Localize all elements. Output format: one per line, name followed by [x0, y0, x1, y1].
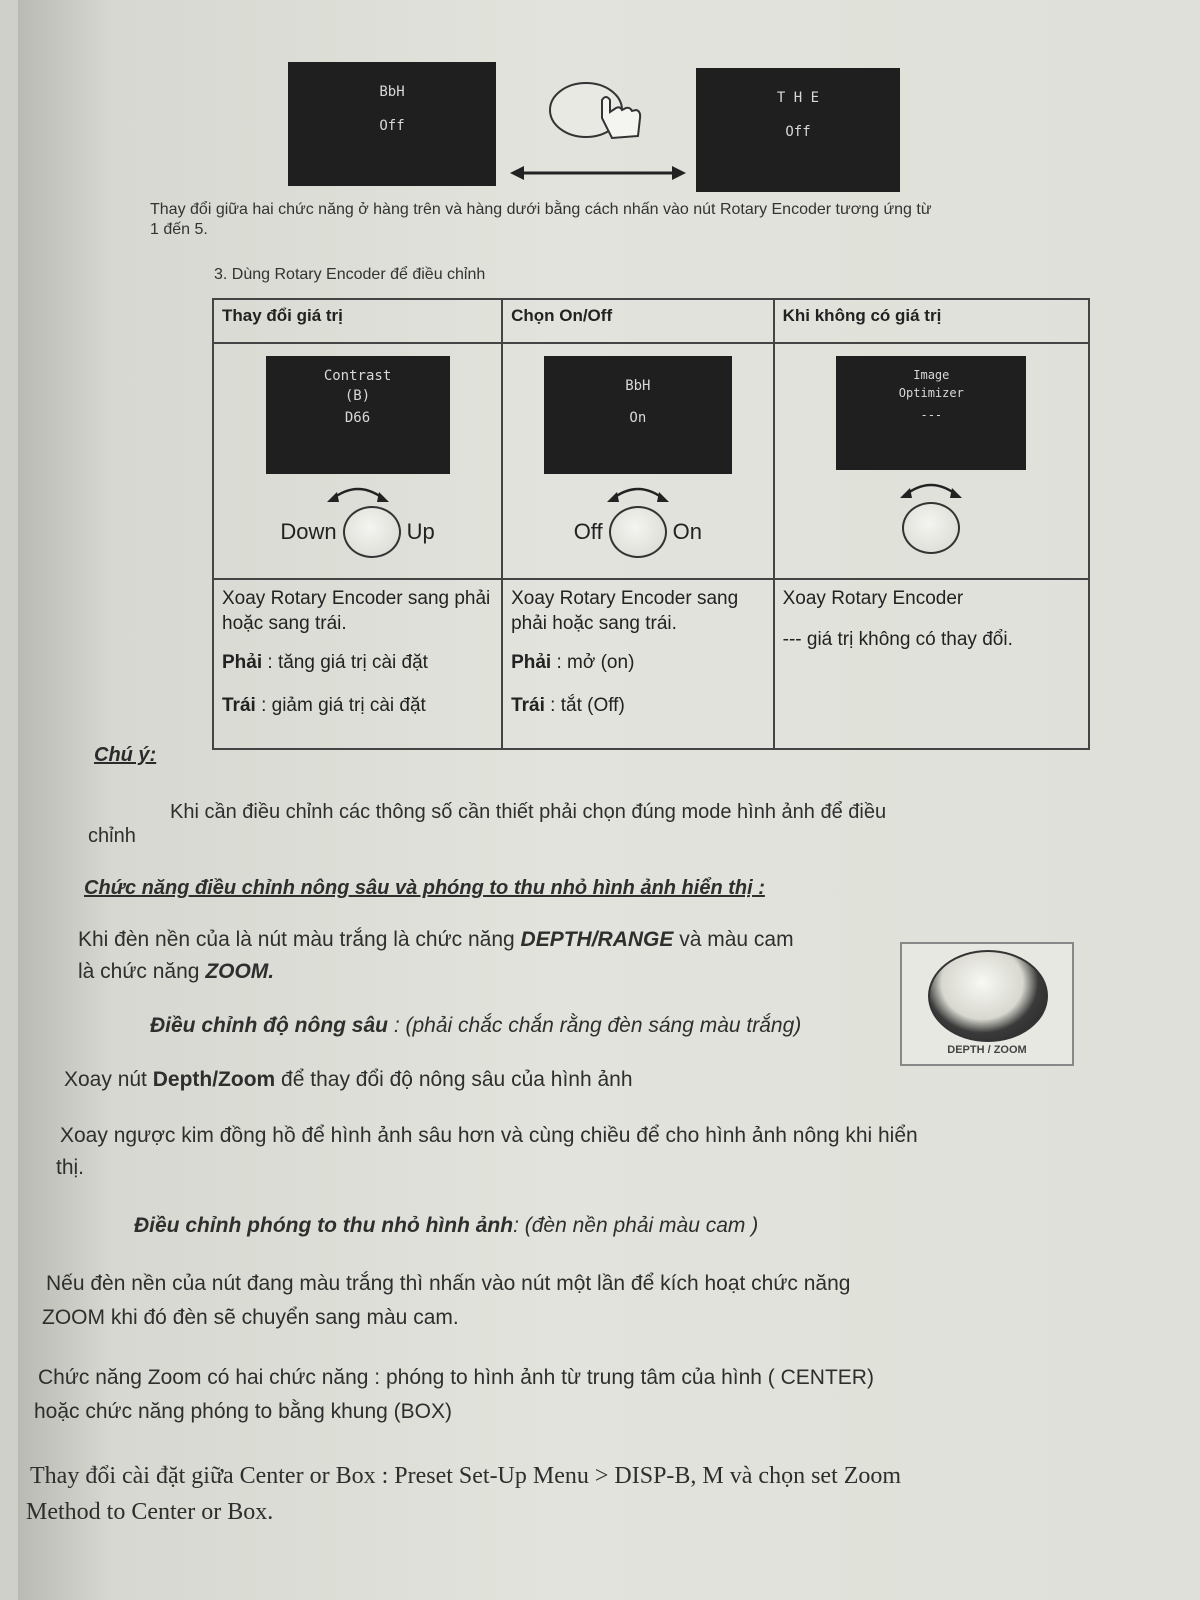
depth-para-2-line-1: Xoay ngược kim đồng hồ để hình ảnh sâu hơn và cùng chiều để cho hình ảnh nông khi hiển: [60, 1124, 918, 1147]
depth-heading: Điều chỉnh độ nông sâu : (phải chắc chắn rằng đèn sáng màu trắng): [150, 1014, 802, 1037]
desc-intro: Xoay Rotary Encoder: [782, 588, 964, 609]
desc-cell-novalue: [774, 579, 1089, 749]
zoom-heading: Điều chỉnh phóng to thu nhỏ hình ảnh: (đèn nền phải màu cam ): [134, 1214, 759, 1237]
para-depth-zoom-intro: Khi đèn nền của là nút màu trắng là chức năng DEPTH/RANGE và màu cam là chức năng ZOOM.: [78, 928, 794, 983]
knob-right-label: On: [672, 519, 702, 544]
hand-press-knob-icon: [546, 78, 656, 148]
rotate-arrow-icon: [896, 478, 966, 500]
knob-left-label: Off: [573, 519, 603, 544]
screen-line-1: Image: [913, 368, 950, 382]
table-header-row: [213, 299, 1089, 343]
screen-line-1: Contrast: [323, 368, 392, 384]
the-off-screen: [696, 68, 900, 192]
screen-line-3: ---: [920, 408, 943, 422]
last-para-line-2: Method to Center or Box.: [26, 1499, 274, 1525]
last-para-line-1: Thay đổi cài đặt giữa Center or Box : Preset Set-Up Menu > DISP-B, M và chọn set Zoom: [30, 1463, 902, 1489]
top-caption: Thay đổi giữa hai chức năng ở hàng trên và hàng dưới bằng cách nhấn vào nút Rotary Encoder tương ứng từ 1 đến 5.: [150, 201, 932, 238]
screen-line-3: D66: [344, 410, 371, 426]
rotate-arrow-icon: [603, 482, 673, 504]
rotary-encoder-table: [212, 298, 1090, 750]
section-title: Chức năng điều chỉnh nông sâu và phóng to thu nhỏ hình ảnh hiển thị :: [84, 877, 765, 899]
screen-line-1: BbH: [379, 84, 405, 100]
table-description-row: [213, 579, 1089, 749]
header-on-off: Chọn On/Off: [502, 299, 774, 343]
desc-note: --- giá trị không có thay đổi.: [782, 629, 1013, 650]
image-optimizer-screen: [836, 356, 1026, 470]
depth-zoom-knob-figure: [900, 942, 1074, 1066]
desc-cell-onoff: [502, 579, 774, 749]
screen-line-2: On: [629, 410, 647, 426]
table-figure-row: [213, 343, 1089, 579]
rotate-arrow-icon: [323, 482, 393, 504]
desc-right: Phải : mở (on): [511, 652, 635, 673]
desc-left: Trái : tắt (Off): [511, 695, 625, 716]
knob-left-label: Down: [280, 519, 337, 544]
depth-zoom-label: DEPTH / ZOOM: [947, 1044, 1027, 1056]
figure-cell-onoff: [502, 343, 774, 579]
rotary-knob-icon: [609, 506, 667, 558]
depth-zoom-knob-icon: [928, 950, 1048, 1042]
header-no-value: Khi không có giá trị: [774, 299, 1089, 343]
desc-intro: Xoay Rotary Encoder sang phải hoặc sang trái.: [511, 588, 739, 634]
desc-intro: Xoay Rotary Encoder sang phải hoặc sang trái.: [222, 588, 491, 634]
switch-arrow-icon: [508, 162, 688, 184]
screen-line-2: Off: [785, 124, 811, 140]
screen-line-2: Optimizer: [898, 386, 964, 400]
step-3-heading: 3. Dùng Rotary Encoder để điều chỉnh: [214, 266, 486, 283]
header-change-value: Thay đổi giá trị: [213, 299, 502, 343]
figure-cell-novalue: [774, 343, 1089, 579]
depth-para-1: Xoay nút Depth/Zoom để thay đổi độ nông sâu của hình ảnh: [64, 1068, 633, 1091]
note-text-line-1: Khi cần điều chỉnh các thông số cần thiết phải chọn đúng mode hình ảnh để điều: [170, 801, 887, 823]
bbh-off-screen: [288, 62, 496, 186]
rotary-knob-icon: [343, 506, 401, 558]
figure-cell-contrast: [213, 343, 502, 579]
depth-para-2-line-2: thị.: [56, 1156, 85, 1179]
note-text-line-2: chỉnh: [88, 825, 136, 847]
screen-line-1: T H E: [776, 90, 820, 106]
zoom-para-2-line-2: hoặc chức năng phóng to bằng khung (BOX): [34, 1400, 453, 1423]
screen-line-2: (B): [344, 388, 371, 404]
desc-left: Trái : giảm giá trị cài đặt: [222, 695, 426, 716]
zoom-para-2-line-1: Chức năng Zoom có hai chức năng : phóng to hình ảnh từ trung tâm của hình ( CENTER): [38, 1366, 874, 1389]
screen-line-1: BbH: [625, 378, 651, 394]
desc-cell-change-value: [213, 579, 502, 749]
zoom-para-1-line-1: Nếu đèn nền của nút đang màu trắng thì nhấn vào nút một lần để kích hoạt chức năng: [46, 1272, 851, 1295]
desc-right: Phải : tăng giá trị cài đặt: [222, 652, 428, 673]
zoom-para-1-line-2: ZOOM khi đó đèn sẽ chuyển sang màu cam.: [42, 1306, 459, 1329]
screen-line-2: Off: [379, 118, 405, 134]
knob-right-label: Up: [406, 519, 435, 544]
bbh-on-screen: [544, 356, 732, 474]
rotary-knob-icon: [902, 502, 960, 554]
contrast-screen: [266, 356, 450, 474]
note-label: Chú ý:: [94, 744, 157, 766]
